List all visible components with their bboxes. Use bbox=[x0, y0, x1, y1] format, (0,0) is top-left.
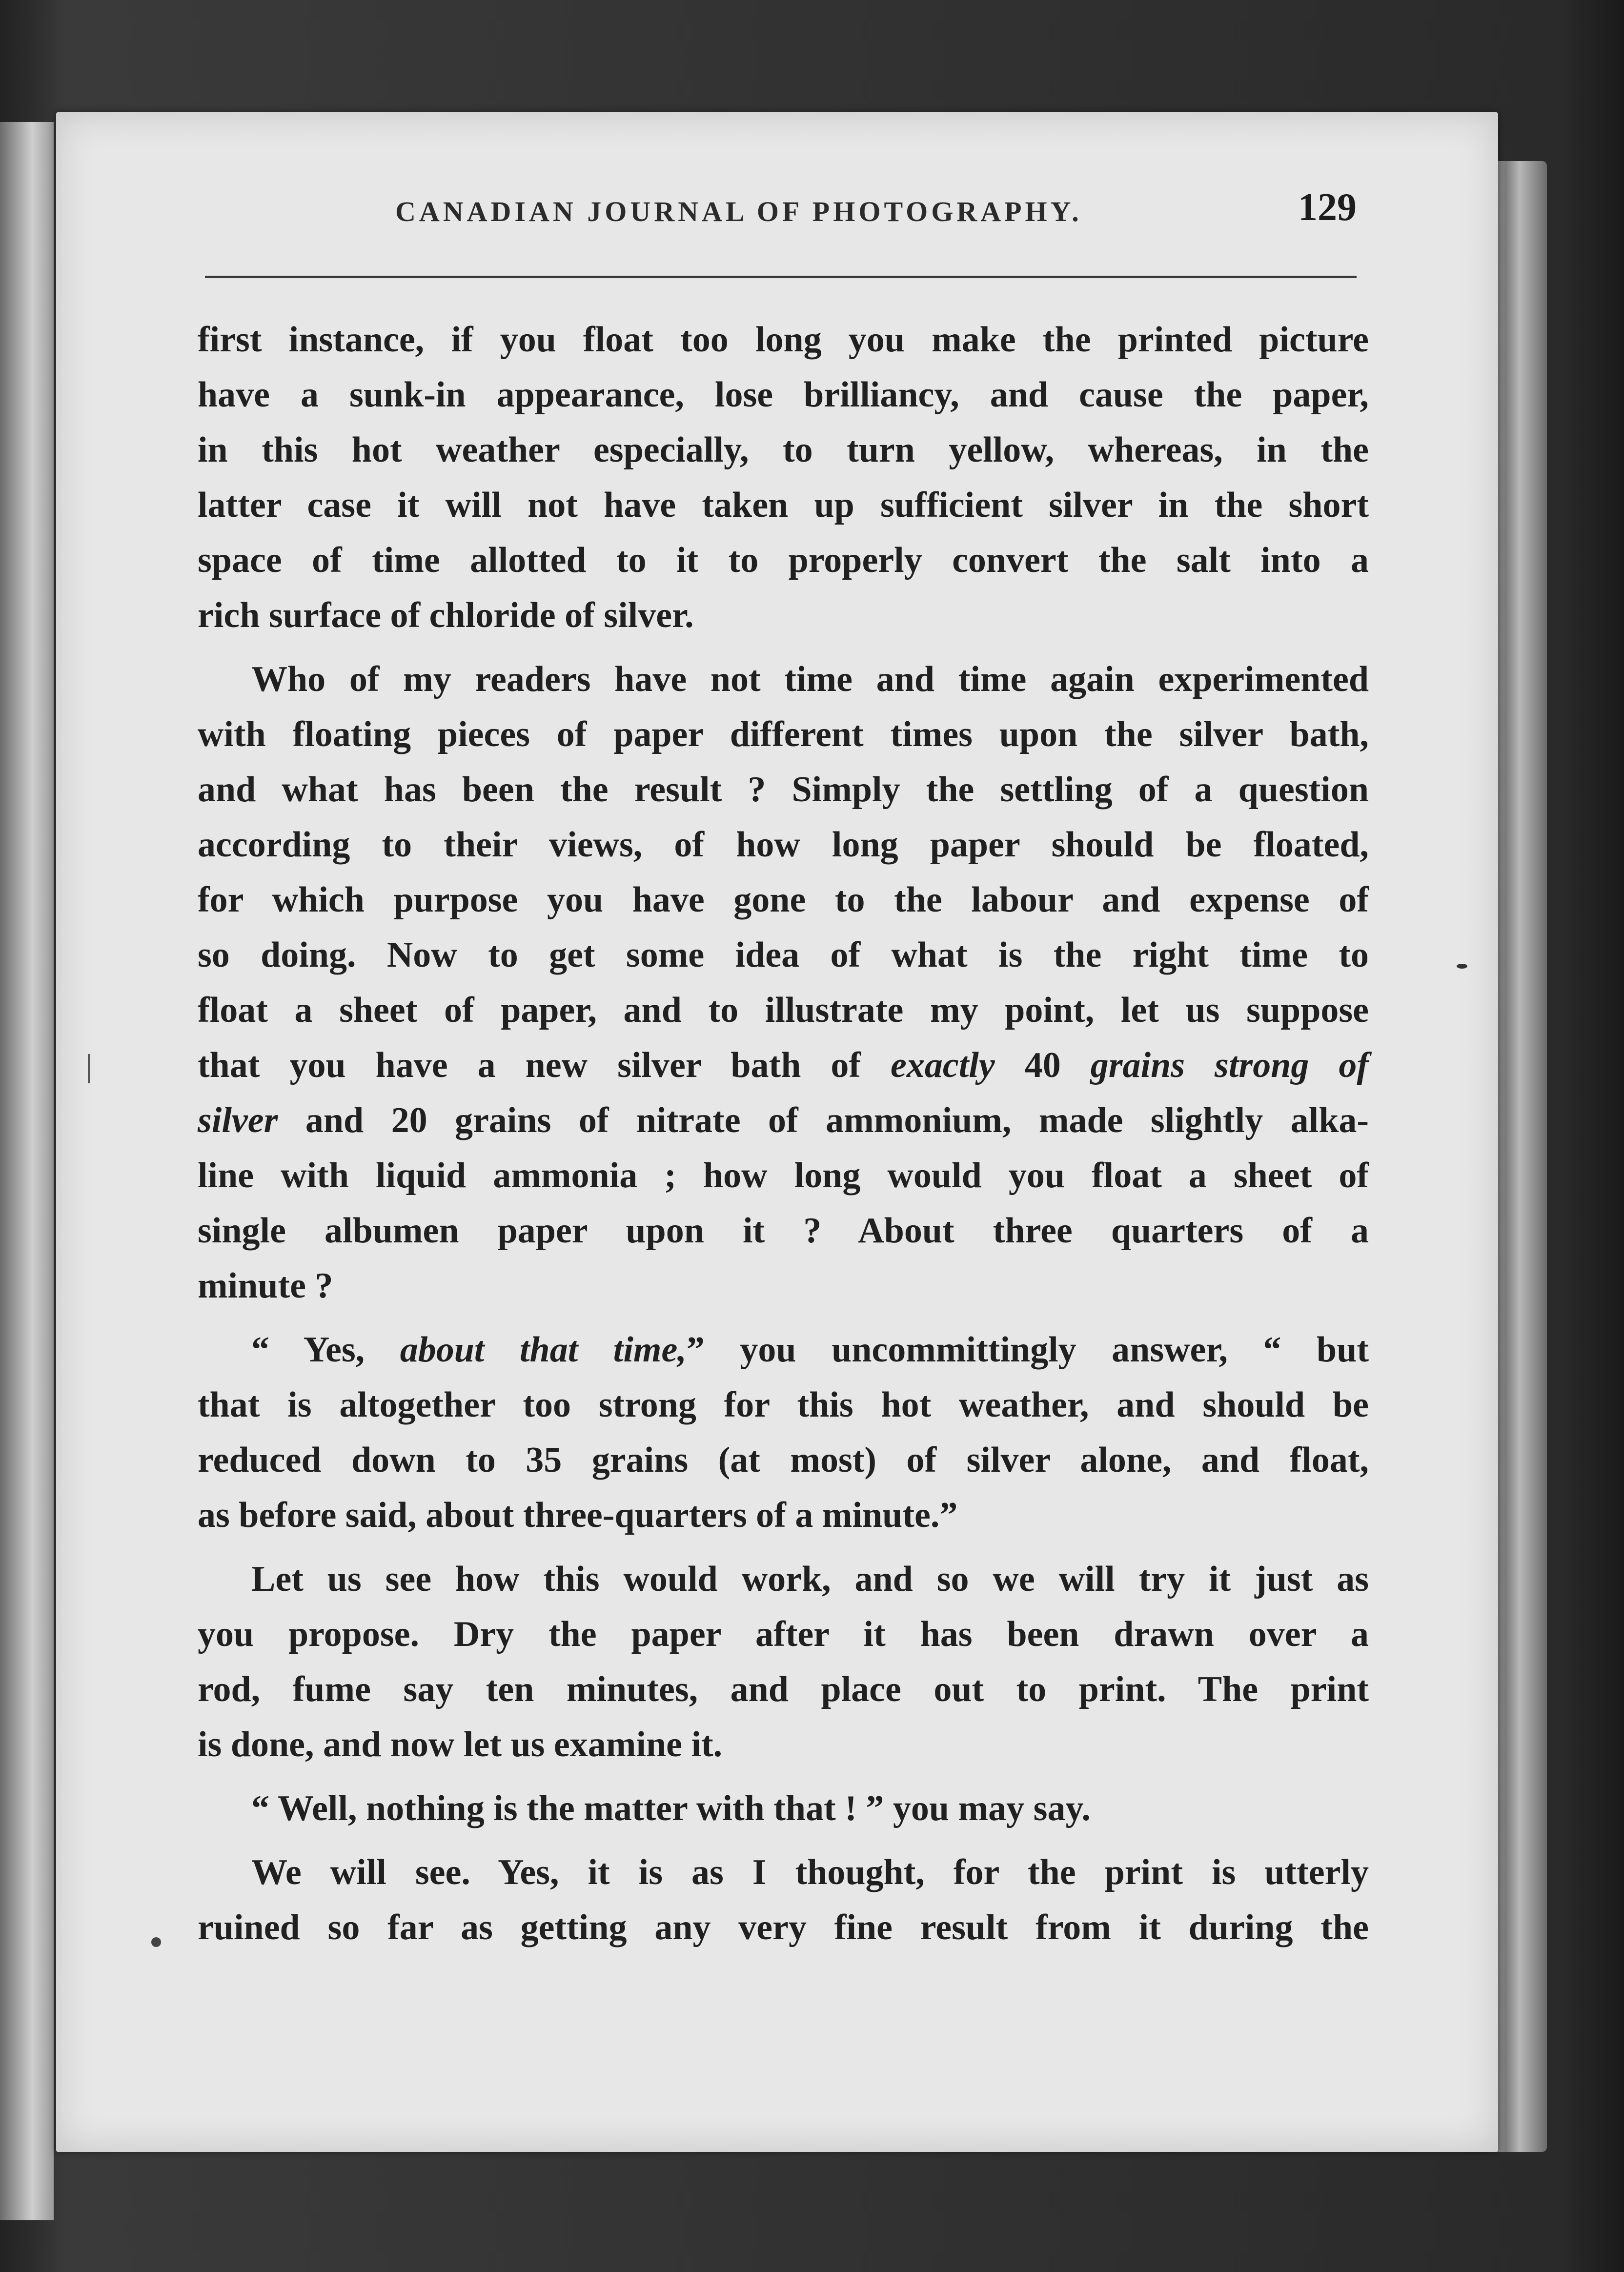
text-run: 40 bbox=[995, 1045, 1091, 1085]
text-line: minute ? bbox=[198, 1266, 333, 1306]
italic-run: about that time, bbox=[400, 1330, 687, 1370]
text-line: space of time allotted to it to properly convert the salt into a bbox=[198, 540, 1369, 580]
text-line: so doing. Now to get some idea of what is the right time to bbox=[198, 935, 1369, 975]
text-run: “ Yes, bbox=[251, 1330, 400, 1370]
text-line: in this hot weather especially, to turn yellow, whereas, in the bbox=[198, 430, 1369, 470]
text-line: Who of my readers have not time and time again experimented bbox=[251, 659, 1369, 699]
paragraph-4 bbox=[198, 1552, 1369, 1772]
scan-speck bbox=[151, 1937, 161, 1947]
text-line bbox=[198, 1093, 1369, 1148]
text-line: “ Well, nothing is the matter with that ! ” you may say. bbox=[251, 1788, 1091, 1828]
text-line: reduced down to 35 grains (at most) of silver alone, and float, bbox=[198, 1440, 1369, 1480]
text-line: latter case it will not have taken up sufficient silver in the short bbox=[198, 485, 1369, 525]
text-line: ruined so far as getting any very fine result from it during the bbox=[198, 1907, 1369, 1947]
text-run: ” you uncommittingly answer, “ but bbox=[686, 1330, 1369, 1370]
italic-run: silver bbox=[198, 1100, 278, 1140]
paragraph-5 bbox=[198, 1781, 1369, 1836]
scan-speck bbox=[88, 1054, 90, 1083]
text-line: is done, and now let us examine it. bbox=[198, 1724, 723, 1765]
body-text bbox=[198, 312, 1369, 1964]
text-line: first instance, if you float too long you make the printed picture bbox=[198, 320, 1369, 360]
italic-run: exactly bbox=[891, 1045, 995, 1085]
page-number: 129 bbox=[1298, 186, 1357, 229]
text-line: line with liquid ammonia ; how long would you float a sheet of bbox=[198, 1156, 1369, 1196]
header-rule bbox=[205, 276, 1357, 278]
paragraph-3 bbox=[198, 1322, 1369, 1543]
text-line bbox=[198, 1038, 1369, 1093]
text-line: single albumen paper upon it ? About three quarters of a bbox=[198, 1211, 1369, 1251]
text-line: as before said, about three-quarters of a minute.” bbox=[198, 1495, 958, 1535]
text-line: with floating pieces of paper different times upon the silver bath, bbox=[198, 714, 1369, 754]
facing-page-edge bbox=[0, 122, 54, 2220]
text-line: rod, fume say ten minutes, and place out to print. The print bbox=[198, 1669, 1369, 1709]
text-line: float a sheet of paper, and to illustrate my point, let us suppose bbox=[198, 990, 1369, 1030]
text-line: We will see. Yes, it is as I thought, for the print is utterly bbox=[251, 1852, 1369, 1892]
italic-run: grains strong of bbox=[1090, 1045, 1369, 1085]
scan-speck bbox=[1457, 964, 1467, 969]
text-line: rich surface of chloride of silver. bbox=[198, 595, 694, 635]
running-head: CANADIAN JOURNAL OF PHOTOGRAPHY. bbox=[395, 196, 1082, 227]
text-line: have a sunk-in appearance, lose brilliancy, and cause the paper, bbox=[198, 375, 1369, 415]
text-line: that is altogether too strong for this hot weather, and should be bbox=[198, 1385, 1369, 1425]
text-run: that you have a new silver bath of bbox=[198, 1045, 891, 1085]
text-line: you propose. Dry the paper after it has been drawn over a bbox=[198, 1614, 1369, 1654]
text-line bbox=[198, 1322, 1369, 1378]
text-line: for which purpose you have gone to the labour and expense of bbox=[198, 880, 1369, 920]
paragraph-1 bbox=[198, 312, 1369, 643]
paragraph-2 bbox=[198, 652, 1369, 1314]
text-line: Let us see how this would work, and so we will try it just as bbox=[251, 1559, 1369, 1599]
text-run: and 20 grains of nitrate of ammonium, made slightly alka- bbox=[278, 1100, 1369, 1140]
text-line: according to their views, of how long paper should be floated, bbox=[198, 825, 1369, 865]
paragraph-6 bbox=[198, 1845, 1369, 1955]
text-line: and what has been the result ? Simply the settling of a question bbox=[198, 770, 1369, 810]
